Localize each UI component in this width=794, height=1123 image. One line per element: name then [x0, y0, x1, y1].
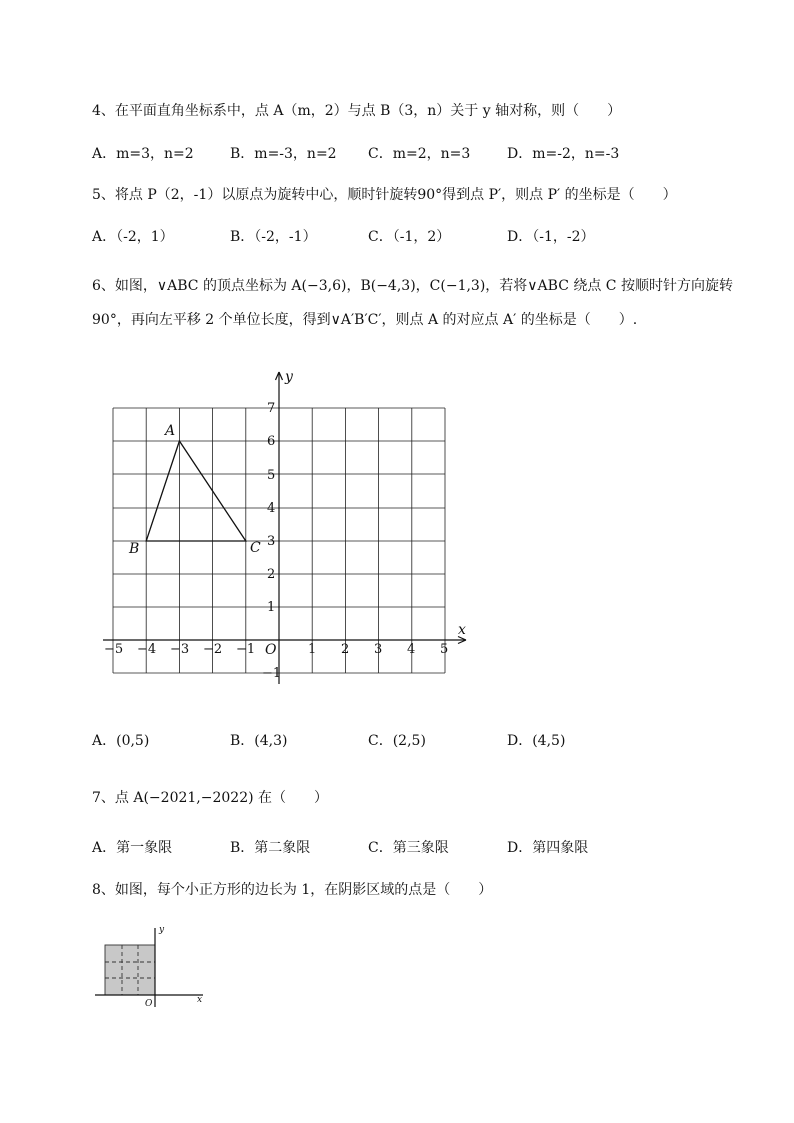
q7-option-a: A．第一象限: [92, 840, 173, 856]
q5-stem: 5、将点 P（2，-1）以原点为旋转中心，顺时针旋转90°得到点 P′，则点 P′ 的坐标是（ ）: [92, 187, 677, 203]
q6-x-axis-label: x: [458, 622, 466, 638]
q6-triangle-abc: [146, 441, 246, 541]
q6-y-tick: 7: [267, 401, 276, 416]
q8-stem: 8、如图，每个小正方形的边长为 1，在阴影区域的点是（ ）: [92, 882, 493, 898]
q8-figure: [95, 925, 203, 1009]
q6-x-tick: 1: [308, 642, 317, 657]
q6-y-tick: 3: [267, 534, 276, 549]
q6-y-tick: 2: [267, 567, 276, 582]
q6-stem-line2: 90°，再向左平移 2 个单位长度，得到∨A′B′C′，则点 A 的对应点 A′ 的坐标是（ ）.: [92, 312, 638, 328]
q6-x-tick: −4: [137, 642, 157, 657]
q4-option-b: B．m=-3，n=2: [230, 146, 337, 162]
q8-y-axis-label: y: [159, 925, 165, 935]
q6-y-tick: 4: [267, 501, 276, 516]
q6-origin-label: O: [265, 642, 277, 658]
q8-origin-label: O: [145, 999, 153, 1009]
q4-option-d: D．m=-2，n=-3: [507, 146, 620, 162]
q6-option-c: C．(2,5): [368, 733, 426, 749]
q6-y-tick: 5: [267, 468, 276, 483]
q6-x-tick: −1: [236, 642, 256, 657]
q4-option-a: A．m=3，n=2: [92, 146, 194, 162]
q6-stem-line1: 6、如图，∨ABC 的顶点坐标为 A(−3,6)，B(−4,3)，C(−1,3)，若将∨ABC 绕点 C 按顺时针方向旋转: [92, 278, 733, 294]
q6-x-tick: −5: [104, 642, 124, 657]
q6-x-tick: 4: [407, 642, 416, 657]
q6-option-d: D．(4,5): [507, 733, 566, 749]
q6-x-tick: 2: [341, 642, 350, 657]
q6-option-a: A．(0,5): [92, 733, 150, 749]
q6-x-tick: 5: [440, 642, 449, 657]
q6-y-tick: −1: [262, 666, 282, 681]
q8-shaded-region: [105, 945, 155, 995]
q4-stem: 4、在平面直角坐标系中，点 A（m，2）与点 B（3，n）关于 y 轴对称，则（ ）: [92, 103, 622, 119]
q4-option-c: C．m=2，n=3: [368, 146, 471, 162]
q6-point-label-c: C: [250, 540, 261, 556]
q6-x-tick: −2: [203, 642, 223, 657]
q5-option-c: C．（-1，2）: [368, 229, 451, 245]
q6-option-b: B．(4,3): [230, 733, 288, 749]
q5-option-d: D．（-1，-2）: [507, 229, 595, 245]
q6-point-label-a: A: [165, 423, 176, 439]
q7-option-d: D．第四象限: [507, 840, 589, 856]
q6-x-tick: −3: [170, 642, 190, 657]
q6-y-tick: 1: [267, 600, 276, 615]
q7-option-c: C．第三象限: [368, 840, 449, 856]
q5-option-b: B．（-2，-1）: [230, 229, 317, 245]
q6-y-axis-label: y: [285, 369, 293, 385]
q5-option-a: A．（-2，1）: [92, 229, 174, 245]
q6-point-label-b: B: [129, 541, 140, 557]
q6-y-tick: 6: [267, 434, 276, 449]
q6-x-tick: 3: [374, 642, 383, 657]
q7-option-b: B．第二象限: [230, 840, 311, 856]
q7-stem: 7、点 A(−2021,−2022) 在（ ）: [92, 790, 329, 806]
q8-x-axis-label: x: [197, 995, 203, 1005]
